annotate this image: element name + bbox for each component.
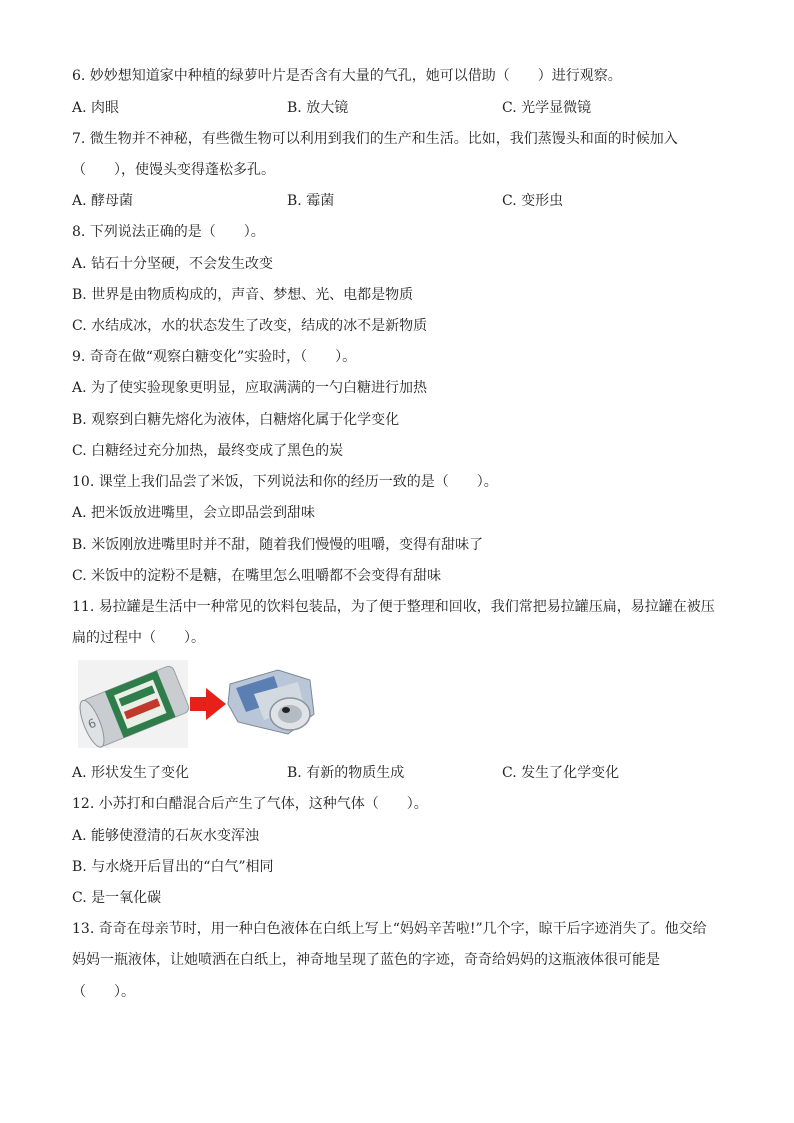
full-can-image [78, 660, 190, 750]
question-9-option-b: B. 观察到白糖先熔化为液体，白糖熔化属于化学变化 [72, 412, 400, 428]
question-10-option-c: C. 米饭中的淀粉不是糖，在嘴里怎么咀嚼都不会变得有甜味 [72, 568, 442, 584]
question-9-option-c: C. 白糖经过充分加热，最终变成了黑色的炭 [72, 443, 344, 459]
question-7-stem-line-1: 7. 微生物并不神秘，有些微生物可以利用到我们的生产和生活。比如，我们蒸馒头和面的时候加入 [72, 131, 678, 147]
question-12-option-a: A. 能够使澄清的石灰水变浑浊 [72, 828, 260, 844]
arrow-icon [190, 688, 226, 720]
question-7-option-b: B. 霉菌 [287, 193, 335, 209]
question-11-option-a: A. 形状发生了变化 [72, 765, 190, 781]
question-7-option-a: A. 酵母菌 [72, 193, 134, 209]
question-8-option-c: C. 水结成冰，水的状态发生了改变，结成的冰不是新物质 [72, 318, 428, 334]
question-13-stem-line-2: 妈妈一瓶液体，让她喷洒在白纸上，神奇地呈现了蓝色的字迹，奇奇给妈妈的这瓶液体很可能是 [72, 952, 660, 968]
question-12-option-b: B. 与水烧开后冒出的“白气”相同 [72, 859, 274, 875]
question-12-stem: 12. 小苏打和白醋混合后产生了气体，这种气体（ ）。 [72, 796, 428, 812]
question-11-option-b: B. 有新的物质生成 [287, 765, 405, 781]
question-9-option-a: A. 为了使实验现象更明显，应取满满的一勺白糖进行加热 [72, 380, 428, 396]
crushed-can-image [228, 670, 314, 734]
question-11-stem-line-2: 扁的过程中（ ）。 [72, 630, 205, 646]
question-12-option-c: C. 是一氧化碳 [72, 890, 162, 906]
question-7-stem-line-2: （ ），使馒头变得蓬松多孔。 [72, 162, 275, 178]
question-8-stem: 8. 下列说法正确的是（ ）。 [72, 224, 265, 240]
question-11-option-c: C. 发生了化学变化 [502, 765, 620, 781]
question-6-stem: 6. 妙妙想知道家中种植的绿萝叶片是否含有大量的气孔，她可以借助（ ）进行观察。 [72, 68, 622, 84]
question-6-option-a: A. 肉眼 [72, 100, 120, 116]
question-6-option-b: B. 放大镜 [287, 100, 349, 116]
question-9-stem: 9. 奇奇在做“观察白糖变化”实验时，（ ）。 [72, 349, 357, 365]
question-10-option-a: A. 把米饭放进嘴里，会立即品尝到甜味 [72, 505, 316, 521]
question-11-stem-line-1: 11. 易拉罐是生活中一种常见的饮料包装品，为了便于整理和回收，我们常把易拉罐压扁，易拉罐在被压 [72, 599, 715, 615]
can-crushing-figure [78, 660, 318, 750]
question-13-stem-line-3: （ ）。 [72, 984, 135, 1000]
question-13-stem-line-1: 13. 奇奇在母亲节时，用一种白色液体在白纸上写上“妈妈辛苦啦!”几个字，晾干后字迹消失了。他交给 [72, 921, 707, 937]
question-7-option-c: C. 变形虫 [502, 193, 564, 209]
svg-text:6: 6 [85, 715, 99, 732]
question-10-stem: 10. 课堂上我们品尝了米饭，下列说法和你的经历一致的是（ ）。 [72, 474, 498, 490]
question-10-option-b: B. 米饭刚放进嘴里时并不甜，随着我们慢慢的咀嚼，变得有甜味了 [72, 537, 484, 553]
question-8-option-b: B. 世界是由物质构成的，声音、梦想、光、电都是物质 [72, 287, 414, 303]
question-6-option-c: C. 光学显微镜 [502, 100, 592, 116]
question-8-option-a: A. 钻石十分坚硬，不会发生改变 [72, 256, 274, 272]
